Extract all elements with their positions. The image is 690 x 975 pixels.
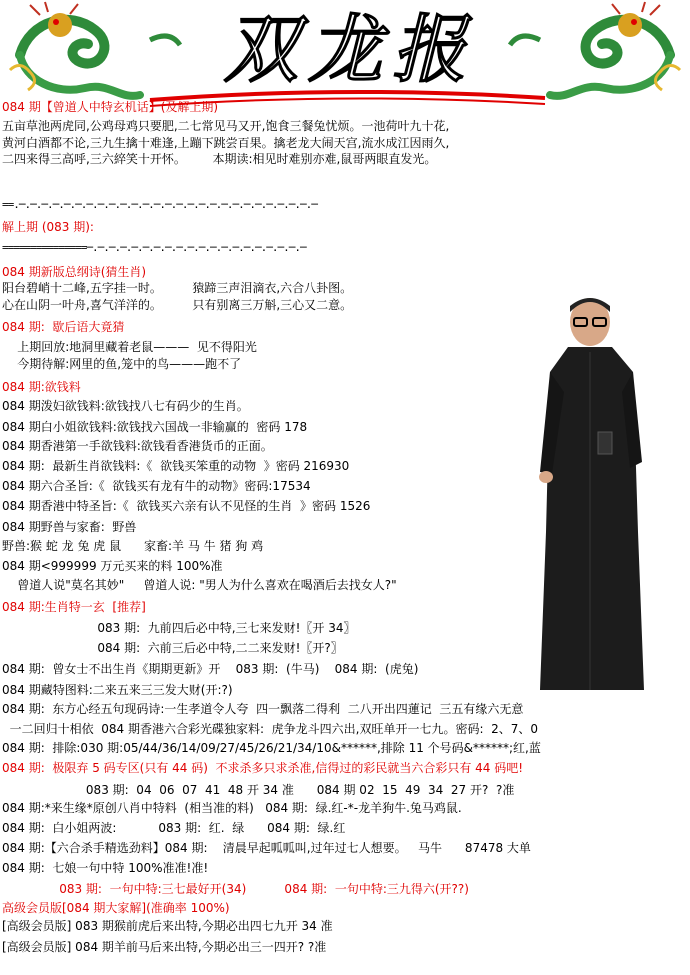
text-line: 084 期泼妇欲钱料:欲钱找八七有码少的生肖。 bbox=[2, 399, 249, 413]
text-line: 084 期: 歇后语大竟猜 bbox=[2, 320, 125, 334]
text-line: 084 期六合圣旨:《 欲钱买有龙有牛的动物》密码:17534 bbox=[2, 479, 311, 493]
text-line: 解上期 (083 期): bbox=[2, 220, 94, 234]
text-line: 084 期香港第一手欲钱料:欲钱看香港货币的正面。 bbox=[2, 439, 273, 453]
text-line: 083 期: 一句中特:三七最好开(34) 084 期: 一句中特:三九得六(开??) bbox=[2, 882, 469, 896]
separator-line: ===============─.─.─.─.─.─.─.─.─.─.─.─.─.─.─.─.─.─.─.─ bbox=[2, 241, 306, 254]
text-line: 上期回放:地洞里藏着老鼠——— 见不得阳光 bbox=[2, 340, 257, 354]
portrait-figure bbox=[538, 292, 648, 700]
text-line: [高级会员版] 083 期猴前虎后来出特,今期必出四七九开 34 准 bbox=[2, 919, 333, 933]
text-line: 084 期: 东方心经五句现码诗:一生孝道令人夸 四一飘落二得利 二八开出四蓮记 三五有缘六无意 bbox=[2, 702, 524, 716]
text-line: 084 期:生肖特一玄 [推荐] bbox=[2, 600, 146, 614]
text-line: 高级会员版[084 期大家解](准确率 100%) bbox=[2, 901, 230, 915]
text-line: 阳台碧峭十二峰,五字挂一时。 猿蹄三声泪滴衣,六合八卦图。 bbox=[2, 281, 353, 295]
text-line: 084 期: 排除:030 期:05/44/36/14/09/27/45/26/21/34/10&******,排除 11 个号码&******;红,蓝 bbox=[2, 741, 541, 755]
text-line: 084 期藏特图料:二来五来三三发大财(开:?) bbox=[2, 683, 233, 697]
text-line: 084 期: 曾女士不出生肖《期期更新》开 083 期: (牛马) 084 期: (虎兔) bbox=[2, 662, 419, 676]
text-line: 084 期:【六合杀手精选劲料】084 期: 清晨早起呱呱叫,过年过七人想要。 马牛 87478 大单 bbox=[2, 841, 531, 855]
text-line: 084 期白小姐欲钱料:欲钱找六国战一非输赢的 密码 178 bbox=[2, 420, 308, 434]
text-line: 084 期: 极限弃 5 码专区(只有 44 码) 不求杀多只求杀准,信得过的彩民就当六合彩只有 44 码吧! bbox=[2, 761, 524, 775]
text-line: [高级会员版] 084 期羊前马后来出特,今期必出三一四开? ?准 bbox=[2, 940, 327, 954]
person-illustration bbox=[538, 292, 648, 700]
text-line: 084 期新版总纲诗(猜生肖) bbox=[2, 265, 147, 279]
text-line: 084 期:*来生缘*原创八肖中特料 (相当准的料) 084 期: 绿.红-*-龙羊狗牛.兔马鸡鼠. bbox=[2, 801, 462, 815]
text-line: 084 期: 七娘一句中特 100%准准!准! bbox=[2, 861, 209, 875]
text-line: 曾道人说"莫名其妙" 曾道人说: "男人为什么喜欢在喝酒后去找女人?" bbox=[2, 578, 397, 592]
text-line: 084 期香港中特圣旨:《 欲钱买六亲有认不见怪的生肖 》密码 1526 bbox=[2, 499, 371, 513]
text-line: 084 期野兽与家畜: 野兽 bbox=[2, 520, 137, 534]
text-line: 084 期: 白小姐两波: 083 期: 红. 绿 084 期: 绿.红 bbox=[2, 821, 346, 835]
text-line: 084 期<999999 万元买来的料 100%准 bbox=[2, 559, 223, 573]
text-line: 野兽:猴 蛇 龙 兔 虎 鼠 家畜:羊 马 牛 猪 狗 鸡 bbox=[2, 539, 264, 553]
text-line: 今期待解:网里的鱼,笼中的鸟———跑不了 bbox=[2, 357, 242, 371]
text-line: 心在山阴一叶舟,喜气洋洋的。 只有别离三万斛,三心又二意。 bbox=[2, 298, 353, 312]
left-dragon-icon bbox=[10, 2, 180, 96]
text-line: 084 期【曾道人中特玄机话】(及解上期) bbox=[2, 100, 219, 114]
text-line: 084 期:欲钱料 bbox=[2, 380, 81, 394]
text-line: 五亩草池两虎同,公鸡母鸡只要肥,二七常见马又开,饱食三餐兔忧烦。一池荷叶九十花, bbox=[2, 119, 450, 133]
text-line: 一二回归十相依 084 期香港六合彩光碟独家料: 虎争龙斗四六出,双旺单开一七九。密码: 2、7、0 bbox=[2, 722, 539, 736]
text-line: 084 期: 六前三后必中特,二二来发财!〖开?〗 bbox=[2, 641, 343, 655]
masthead-title: 双龙报 bbox=[224, 7, 476, 93]
text-line: 二四来得三高呼,三六綷笑十开怀。 本期读:相见时难别亦难,鼠哥两眼直发光。 bbox=[2, 152, 437, 166]
separator-line: ==.─.─.─.─.─.─.─.─.─.─.─.─.─.─.─.─.─.─.─.─.─.─.─.─.─.─.─ bbox=[2, 198, 317, 211]
right-dragon-icon bbox=[510, 2, 680, 96]
text-line: 084 期: 最新生肖欲钱料:《 欲钱买笨重的动物 》密码 216930 bbox=[2, 459, 350, 473]
text-line: 083 期: 九前四后必中特,三七来发财!〖开 34〗 bbox=[2, 621, 356, 635]
text-line: 黄河白酒都不论,三九生擒十难逢,上蹦下跳尝百果。擒老龙大闹天宫,流水成江因雨久, bbox=[2, 136, 450, 150]
text-line: 083 期: 04 06 07 41 48 开 34 准 084 期 02 15 49 34 27 开? ?准 bbox=[2, 783, 515, 797]
